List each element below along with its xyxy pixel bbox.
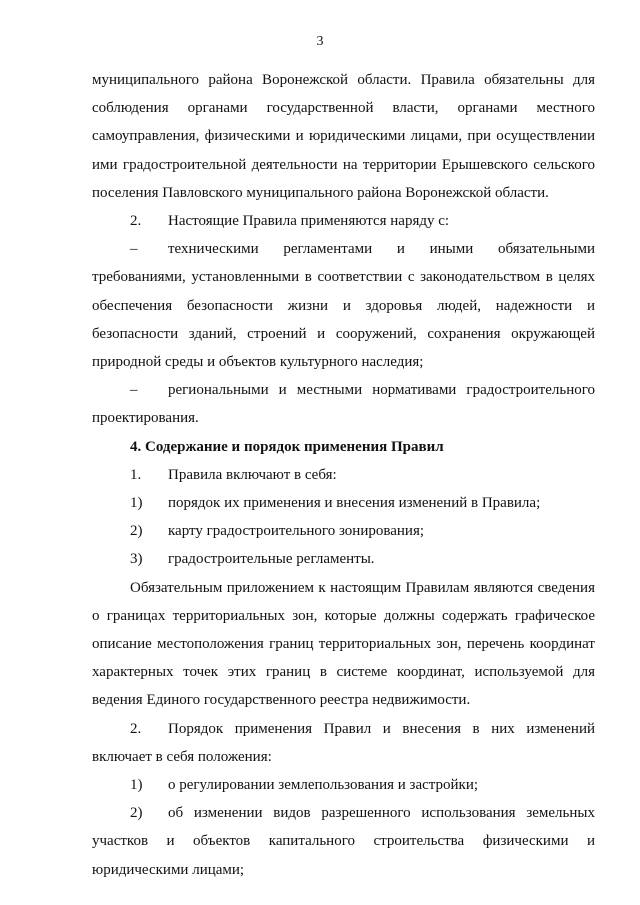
item-number: 1. <box>130 466 142 483</box>
item-number: 1) <box>130 495 143 512</box>
text-line: включает в себя положения: <box>92 748 272 765</box>
text-line: о границах территориальных зон, которые должны содержать графическое <box>92 607 595 624</box>
text-line: ими градостроительной деятельности на территории Ерышевского сельского <box>92 156 595 173</box>
dash-item <box>92 376 595 404</box>
text-line: самоуправления, физическими и юридическими лицами, при осуществлении <box>92 128 595 145</box>
dash-mark: – <box>130 382 138 399</box>
text-line: природной среды и объектов культурного наследия; <box>92 354 424 371</box>
item-text: Порядок применения Правил и внесения в них изменений <box>168 720 595 737</box>
list-item <box>92 489 595 517</box>
item-text: Настоящие Правила применяются наряду с: <box>168 213 450 230</box>
numbered-item <box>92 461 595 489</box>
text-line: соблюдения органами государственной власти, органами местного <box>92 100 595 117</box>
page-number: 3 <box>316 34 324 49</box>
item-number: 2. <box>130 213 142 230</box>
text-line: обеспечения безопасности жизни и здоровья людей, надежности и <box>92 297 595 314</box>
numbered-item <box>92 715 595 743</box>
text-line: муниципального района Воронежской области. Правила обязательны для <box>92 72 595 88</box>
item-number: 2) <box>130 523 143 540</box>
dash-item <box>92 235 595 263</box>
text-line: юридическими лицами; <box>92 861 245 878</box>
text-line: требованиями, установленными в соответствии с законодательством в целях <box>92 269 595 286</box>
text-line: характерных точек этих границ в системе координат, используемой для <box>92 664 595 681</box>
item-text: техническими регламентами и иными обязательными <box>168 241 595 258</box>
item-number: 1) <box>130 777 143 794</box>
item-text: порядок их применения и внесения изменений в Правила; <box>168 495 541 512</box>
numbered-item <box>92 207 595 235</box>
list-item <box>92 799 595 827</box>
section-heading: 4. Содержание и порядок применения Правил <box>130 438 444 455</box>
list-item <box>92 545 595 573</box>
item-number: 2. <box>130 720 142 737</box>
dash-mark: – <box>130 241 138 258</box>
text-line: безопасности зданий, строений и сооружений, сохранения окружающей <box>92 325 595 342</box>
text-line: проектирования. <box>92 410 199 427</box>
item-number: 3) <box>130 551 143 568</box>
item-text: градостроительные регламенты. <box>168 551 375 568</box>
item-text: региональными и местными нормативами градостроительного <box>168 382 595 399</box>
text-line: участков и объектов капитального строительства физическими и <box>92 833 595 850</box>
item-text: Правила включают в себя: <box>168 466 337 483</box>
list-item <box>92 771 595 799</box>
item-text: об изменении видов разрешенного использования земельных <box>168 805 595 822</box>
item-text: о регулировании землепользования и застройки; <box>168 777 479 794</box>
list-item <box>92 517 595 545</box>
item-number: 2) <box>130 805 143 822</box>
document-body <box>92 66 595 884</box>
item-text: карту градостроительного зонирования; <box>168 523 425 540</box>
text-line: описание местоположения границ территориальных зон, перечень координат <box>92 636 595 653</box>
text-line: Обязательным приложением к настоящим Правилам являются сведения <box>130 579 595 596</box>
text-line: ведения Единого государственного реестра недвижимости. <box>92 692 471 709</box>
text-line: поселения Павловского муниципального района Воронежской области. <box>92 184 549 201</box>
